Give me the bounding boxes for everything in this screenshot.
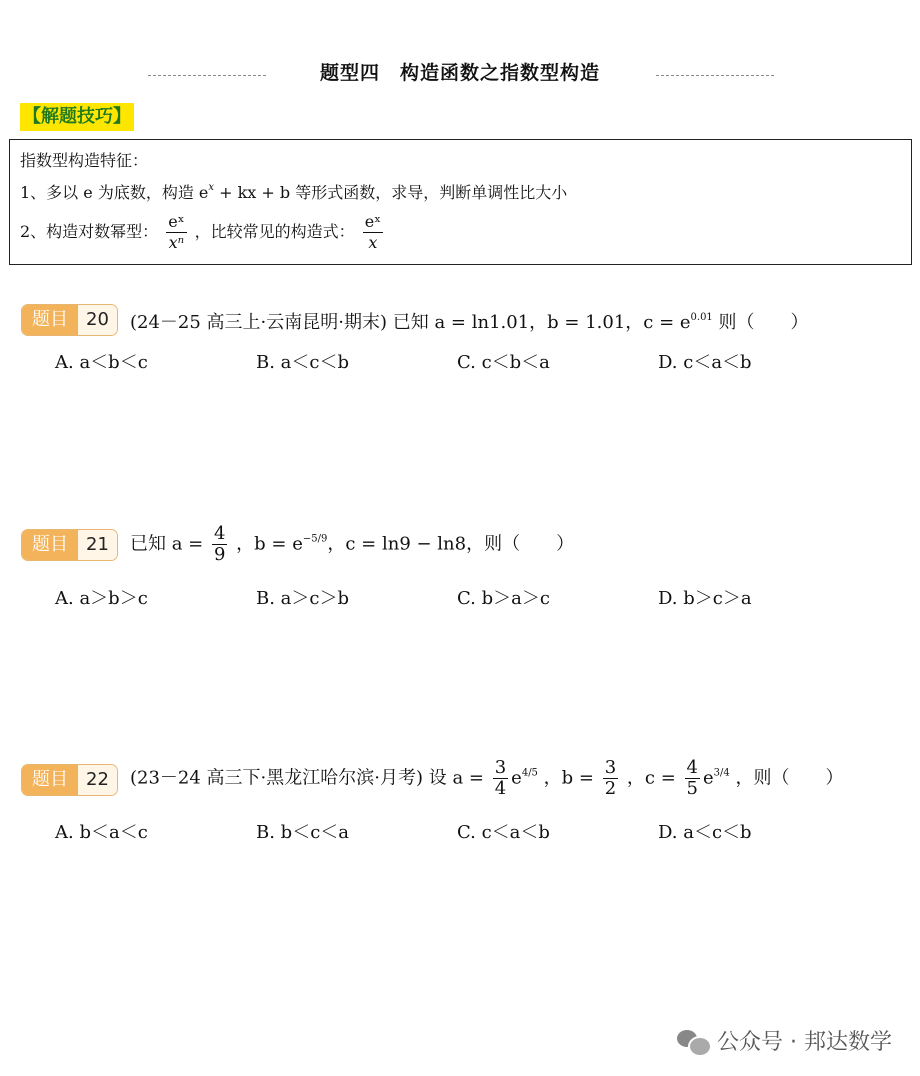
title-divider-right [656, 75, 774, 76]
tips-label: 【解题技巧】 [20, 103, 134, 131]
question-badge-21: 题目 21 [22, 530, 117, 560]
option-21-d[interactable]: D. b＞c＞a [658, 588, 752, 609]
option-22-a[interactable]: A. b＜a＜c [55, 822, 148, 843]
tips-box [9, 139, 912, 265]
fraction: $\frac{3}{2}$ [604, 757, 617, 799]
question-badge-20: 题目 20 [22, 305, 117, 335]
fraction: $\frac{4}{9}$ [213, 523, 226, 565]
question-badge-22: 题目 22 [22, 765, 117, 795]
watermark-text: 公众号 · 邦达数学 [717, 1030, 892, 1055]
tips-line-3: 2、构造对数幂型： $\frac{\text{eˣ}}{\text{xⁿ}}$ ，比较常见的构造式： $\frac{\text{eˣ}}{x}$ [20, 212, 381, 252]
fraction: $\frac{3}{4}$ [494, 757, 507, 799]
wechat-icon [677, 1028, 709, 1054]
question-20-text: (24－25 高三上·云南昆明·期末) 已知 a = ln1.01，b = 1.01，$c = e^{0.01}$ 则（ ） [130, 312, 809, 333]
option-22-c[interactable]: C. c＜a＜b [457, 822, 550, 843]
fraction: $\frac{4}{5}$ [686, 757, 698, 799]
section-title: 题型四 构造函数之指数型构造 [319, 62, 600, 84]
option-20-a[interactable]: A. a＜b＜c [55, 352, 148, 373]
option-20-c[interactable]: C. c＜b＜a [457, 352, 550, 373]
question-21-text: 已知 a = $\frac{4}{9}$ ，$b = e^{-5/9}$，c = ln9 − ln8，则（ ） [130, 523, 575, 565]
option-21-c[interactable]: C. b＞a＞c [457, 588, 550, 609]
option-20-b[interactable]: B. a＜c＜b [256, 352, 350, 373]
fraction: $\frac{\text{eˣ}}{x}$ [364, 212, 381, 252]
option-21-b[interactable]: B. a＞c＞b [256, 588, 350, 609]
fraction: $\frac{\text{eˣ}}{\text{xⁿ}}$ [168, 212, 185, 252]
option-22-d[interactable]: D. a＜c＜b [658, 822, 752, 843]
tips-line-2: 1、多以 e 为底数，构造 $e^x$ + kx + b 等形式函数，求导，判断单调性比大小 [20, 182, 568, 202]
tips-line-1: 指数型构造特征： [20, 151, 149, 170]
question-22-text: (23－24 高三下·黑龙江哈尔滨·月考) 设 a = $\frac{3}{4}$ $e^{4/5}$ ，b = $\frac{3}{2}$ ，c = $\frac{4}{5}$ $e^{3/4}$ ，则（ ） [130, 757, 844, 799]
option-22-b[interactable]: B. b＜c＜a [256, 822, 350, 843]
watermark [677, 1025, 892, 1056]
option-20-d[interactable]: D. c＜a＜b [658, 352, 752, 373]
option-21-a[interactable]: A. a＞b＞c [55, 588, 148, 609]
